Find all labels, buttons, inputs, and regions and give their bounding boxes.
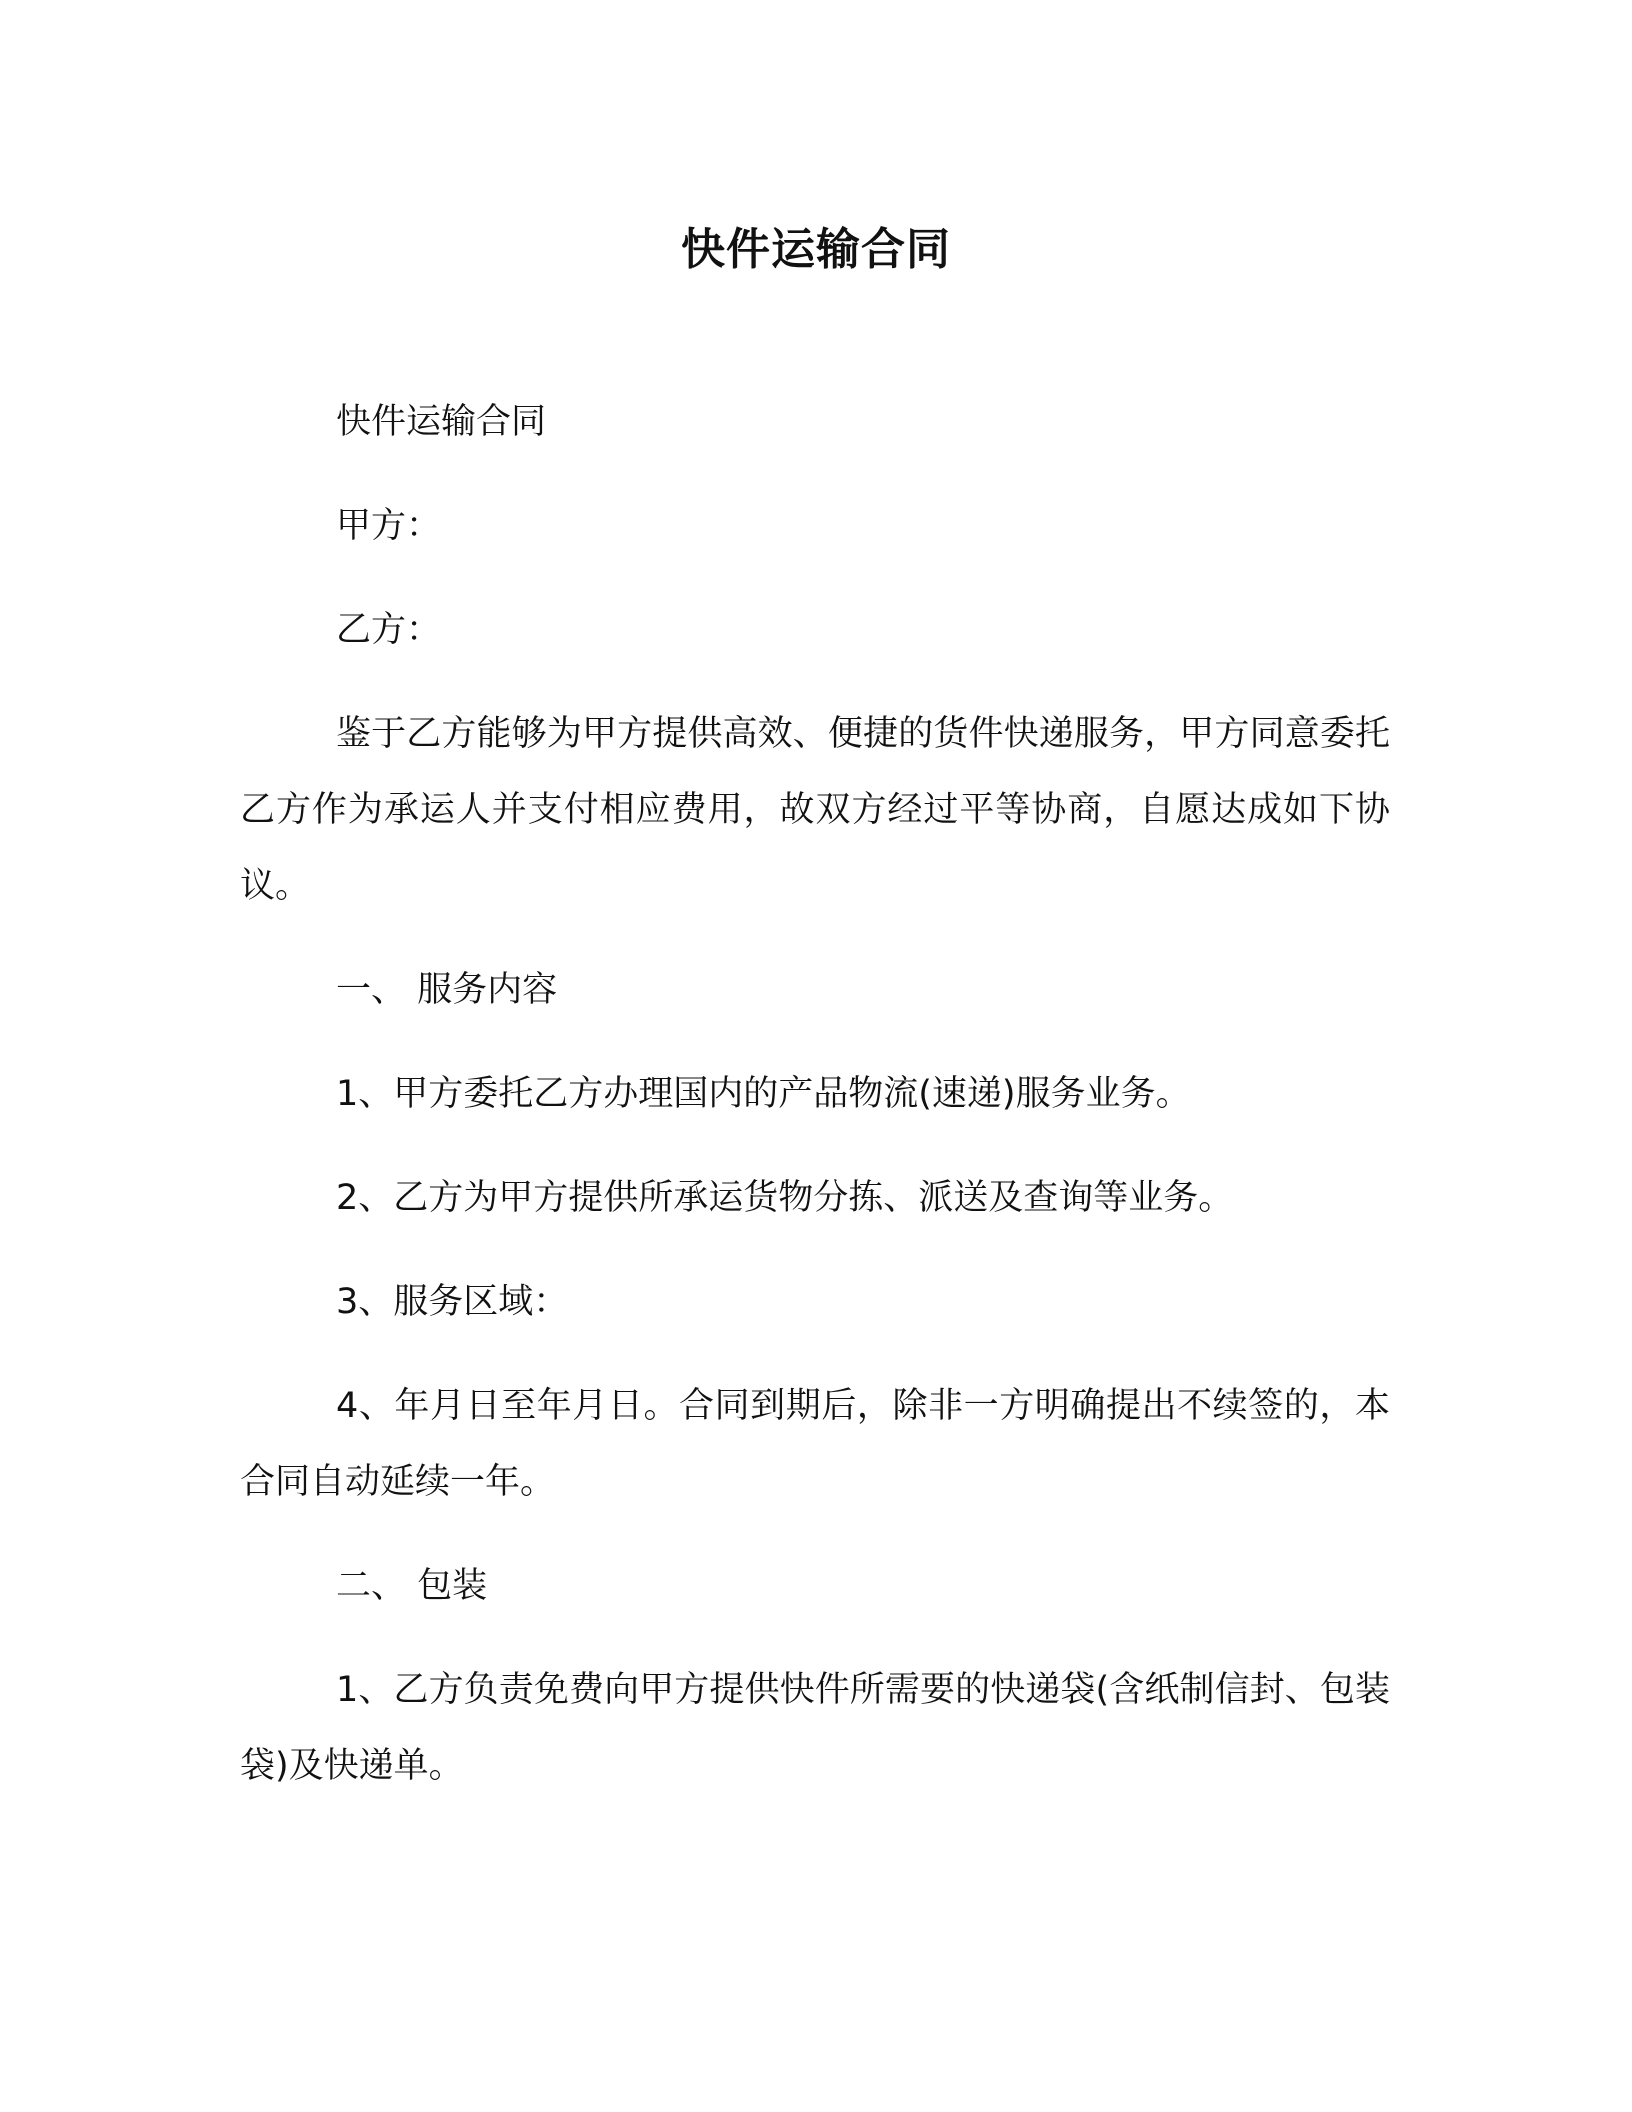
- paragraph-contract-name: 快件运输合同: [336, 402, 547, 442]
- clause-1-4: 4、年月日至年月日。合同到期后，除非一方明确提出不续签的，本合同自动延续一年。: [240, 1386, 1390, 1502]
- clause-1-3: 3、服务区域：: [336, 1282, 569, 1322]
- paragraph-party-b: 乙方：: [336, 610, 442, 650]
- section-heading-packaging: 二、 包装: [336, 1566, 488, 1606]
- paragraph-preamble: 鉴于乙方能够为甲方提供高效、便捷的货件快递服务，甲方同意委托乙方作为承运人并支付相应费用，故双方经过平等协商，自愿达成如下协议。: [240, 714, 1390, 906]
- clause-1-2: 2、乙方为甲方提供所承运货物分拣、派送及查询等业务。: [336, 1178, 1234, 1218]
- clause-1-1: 1、甲方委托乙方办理国内的产品物流(速递)服务业务。: [336, 1074, 1191, 1114]
- clause-2-1: 1、乙方负责免费向甲方提供快件所需要的快递袋(含纸制信封、包装袋)及快递单。: [240, 1670, 1390, 1786]
- document-title: 快件运输合同: [681, 224, 951, 275]
- paragraph-party-a: 甲方：: [336, 506, 442, 546]
- section-heading-service: 一、 服务内容: [336, 970, 558, 1010]
- document-body: [240, 384, 1390, 1804]
